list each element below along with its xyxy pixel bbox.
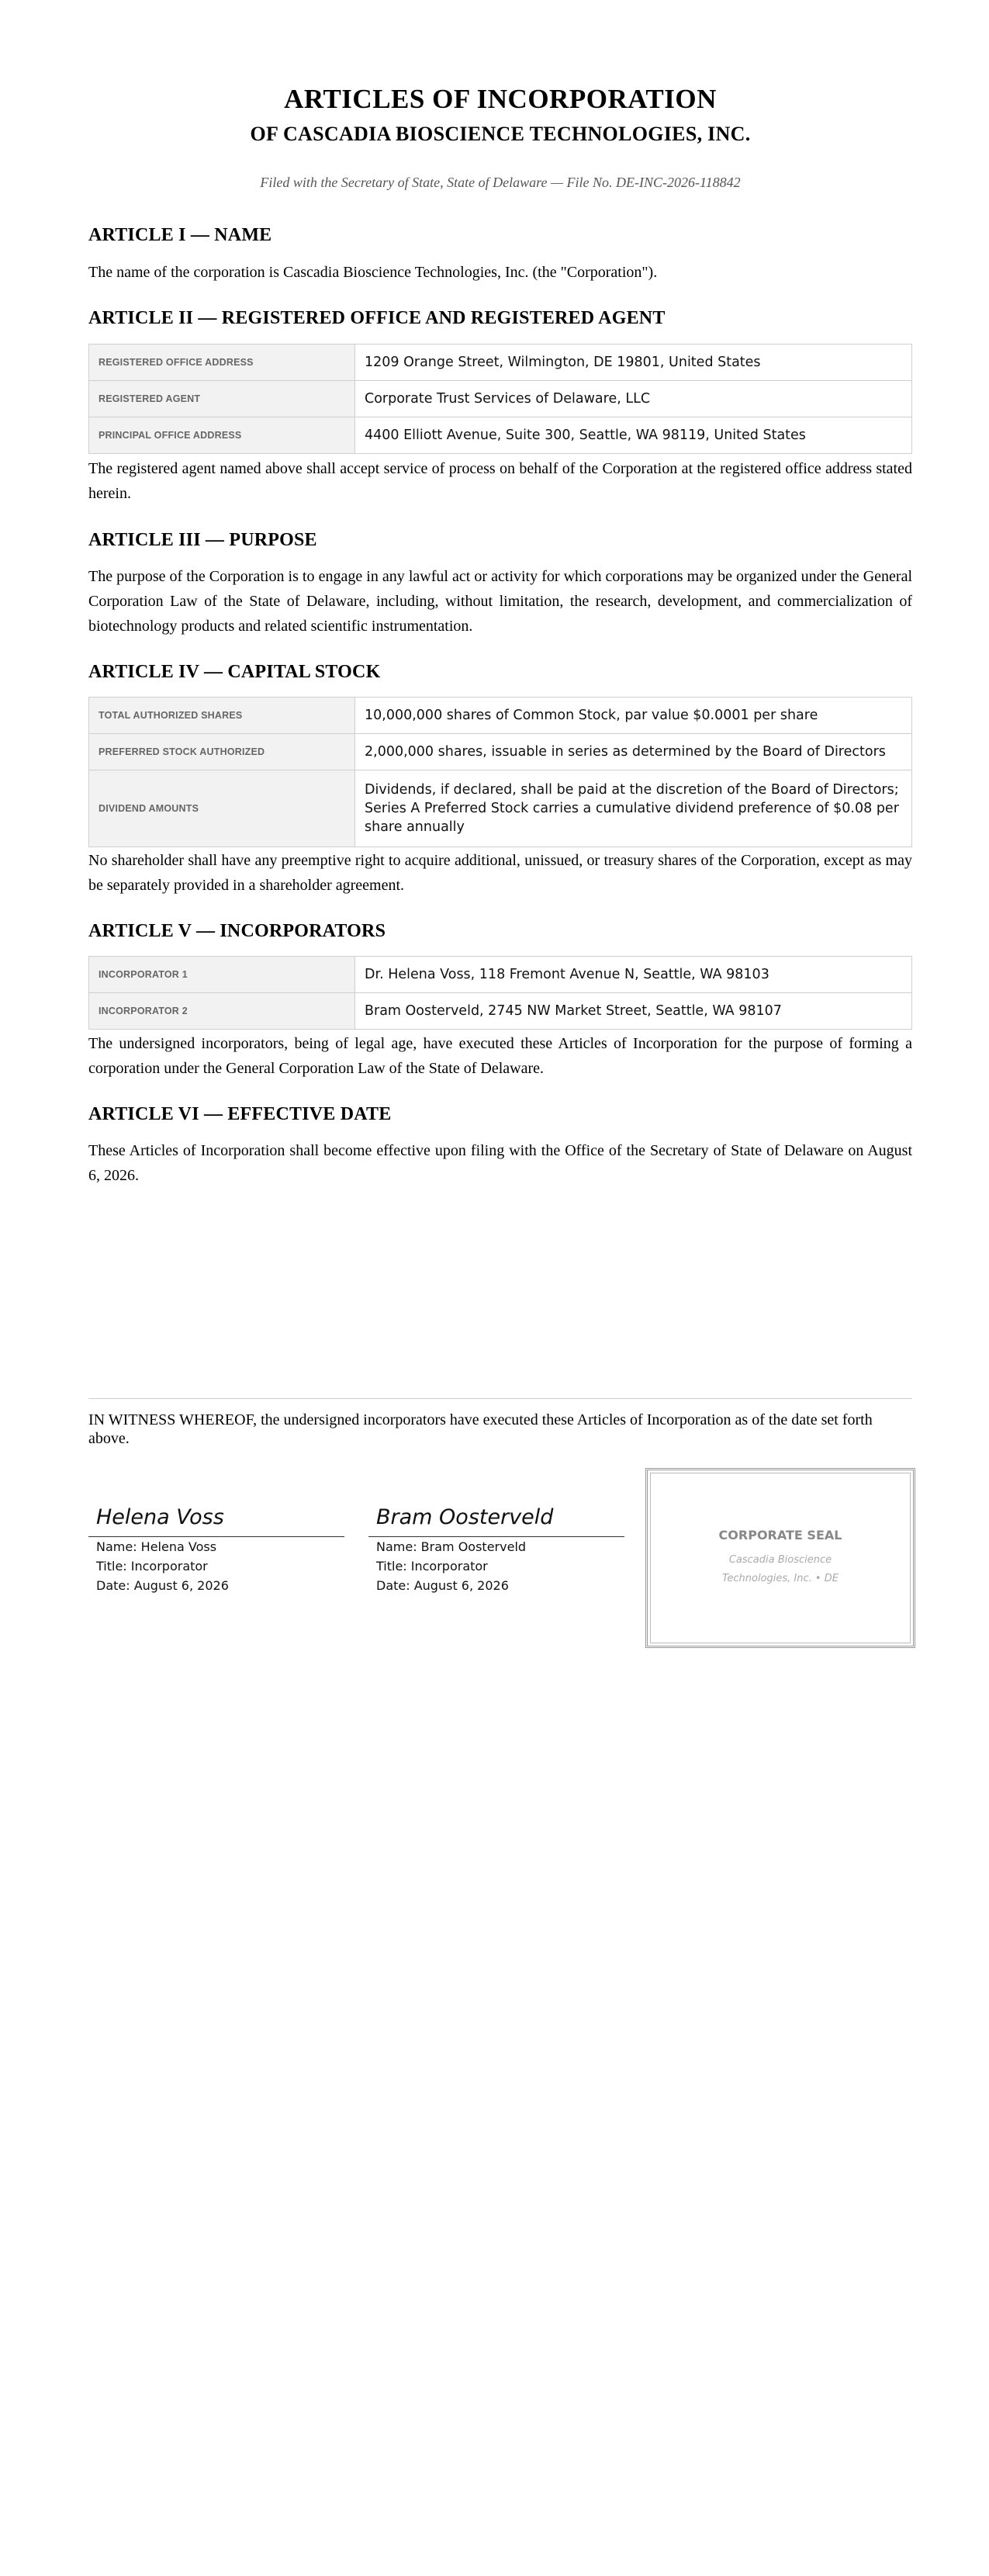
incorporators-table	[88, 956, 912, 1030]
document-title: ARTICLES OF INCORPORATION	[284, 84, 717, 114]
signature-block-2	[368, 1505, 624, 1595]
article-4-heading: ARTICLE IV — CAPITAL STOCK	[88, 662, 381, 682]
registered-office-table	[88, 344, 912, 454]
field-value: 2,000,000 shares, issuable in series as determined by the Board of Directors	[355, 734, 912, 770]
article-2-text: The registered agent named above shall accept service of process on behalf of the Corporation at the registered office address stated herein.	[88, 460, 912, 502]
filing-line: Filed with the Secretary of State, State of Delaware — File No. DE-INC-2026-118842	[260, 175, 741, 190]
field-value: Corporate Trust Services of Delaware, LLC	[355, 381, 912, 417]
article-6-heading: ARTICLE VI — EFFECTIVE DATE	[88, 1104, 392, 1124]
article-1-heading: ARTICLE I — NAME	[88, 225, 272, 245]
table-row	[89, 345, 912, 381]
field-value: 1209 Orange Street, Wilmington, DE 19801, United States	[355, 345, 912, 381]
signature: Helena Voss	[88, 1505, 344, 1537]
signer-date: Date: August 6, 2026	[96, 1578, 229, 1593]
signer-name: Name: Helena Voss	[96, 1539, 217, 1554]
table-row	[89, 417, 912, 454]
field-value: Bram Oosterveld, 2745 NW Market Street, Seattle, WA 98107	[355, 993, 912, 1030]
seal-text	[648, 1551, 913, 1588]
field-label: INCORPORATOR 2	[89, 993, 355, 1030]
seal-line-1: Cascadia Bioscience	[728, 1554, 832, 1566]
article-5-heading: ARTICLE V — INCORPORATORS	[88, 921, 386, 941]
field-label: REGISTERED OFFICE ADDRESS	[89, 345, 355, 381]
table-row	[89, 381, 912, 417]
divider	[88, 1398, 912, 1399]
field-label: TOTAL AUTHORIZED SHARES	[89, 698, 355, 734]
field-label: REGISTERED AGENT	[89, 381, 355, 417]
article-5-text: The undersigned incorporators, being of legal age, have executed these Articles of Incorporation for the purpose of forming a corporation under the General Corporation Law of the State of Delaware.	[88, 1035, 912, 1077]
table-row	[89, 734, 912, 770]
seal-line-2: Technologies, Inc. • DE	[722, 1573, 839, 1584]
field-label: DIVIDEND AMOUNTS	[89, 770, 355, 847]
signer-title: Title: Incorporator	[376, 1559, 488, 1574]
signature: Bram Oosterveld	[368, 1505, 624, 1537]
table-row	[89, 698, 912, 734]
field-value: Dr. Helena Voss, 118 Fremont Avenue N, Seattle, WA 98103	[355, 957, 912, 993]
article-4-text: No shareholder shall have any preemptive right to acquire additional, unissued, or treasury shares of the Corporation, except as may be separately provided in a shareholder agreement.	[88, 852, 912, 894]
signer-date: Date: August 6, 2026	[376, 1578, 509, 1593]
article-3-text: The purpose of the Corporation is to engage in any lawful act or activity for which corporations may be organized under the General Corporation Law of the State of Delaware, including, without limitation, the research, development, and commercialization of biotechnology products and related scientific instrumentation.	[88, 568, 912, 635]
seal-label: CORPORATE SEAL	[718, 1528, 842, 1542]
field-label: PREFERRED STOCK AUTHORIZED	[89, 734, 355, 770]
capital-stock-table	[88, 697, 912, 847]
article-2-heading: ARTICLE II — REGISTERED OFFICE AND REGISTERED AGENT	[88, 308, 666, 328]
signer-name: Name: Bram Oosterveld	[376, 1539, 527, 1554]
field-label: INCORPORATOR 1	[89, 957, 355, 993]
document-subtitle: OF CASCADIA BIOSCIENCE TECHNOLOGIES, INC.	[250, 123, 751, 145]
field-value: Dividends, if declared, shall be paid at the discretion of the Board of Directors; Series A Preferred Stock carries a cumulative dividend preference of $0.08 per share annually	[355, 770, 912, 847]
article-6-text: These Articles of Incorporation shall become effective upon filing with the Office of the Secretary of State of Delaware on August 6, 2026.	[88, 1142, 912, 1184]
table-row	[89, 957, 912, 993]
field-value: 4400 Elliott Avenue, Suite 300, Seattle, WA 98119, United States	[355, 417, 912, 454]
corporate-seal	[645, 1468, 915, 1648]
article-3-heading: ARTICLE III — PURPOSE	[88, 530, 317, 550]
signer-title: Title: Incorporator	[96, 1559, 208, 1574]
witness-text: IN WITNESS WHEREOF, the undersigned incorporators have executed these Articles of Incorporation as of the date set forth above.	[88, 1411, 873, 1447]
article-1-text: The name of the corporation is Cascadia Bioscience Technologies, Inc. (the "Corporation").	[88, 264, 658, 281]
table-row	[89, 770, 912, 847]
signature-block-1	[88, 1505, 344, 1595]
field-label: PRINCIPAL OFFICE ADDRESS	[89, 417, 355, 454]
table-row	[89, 993, 912, 1030]
field-value: 10,000,000 shares of Common Stock, par value $0.0001 per share	[355, 698, 912, 734]
